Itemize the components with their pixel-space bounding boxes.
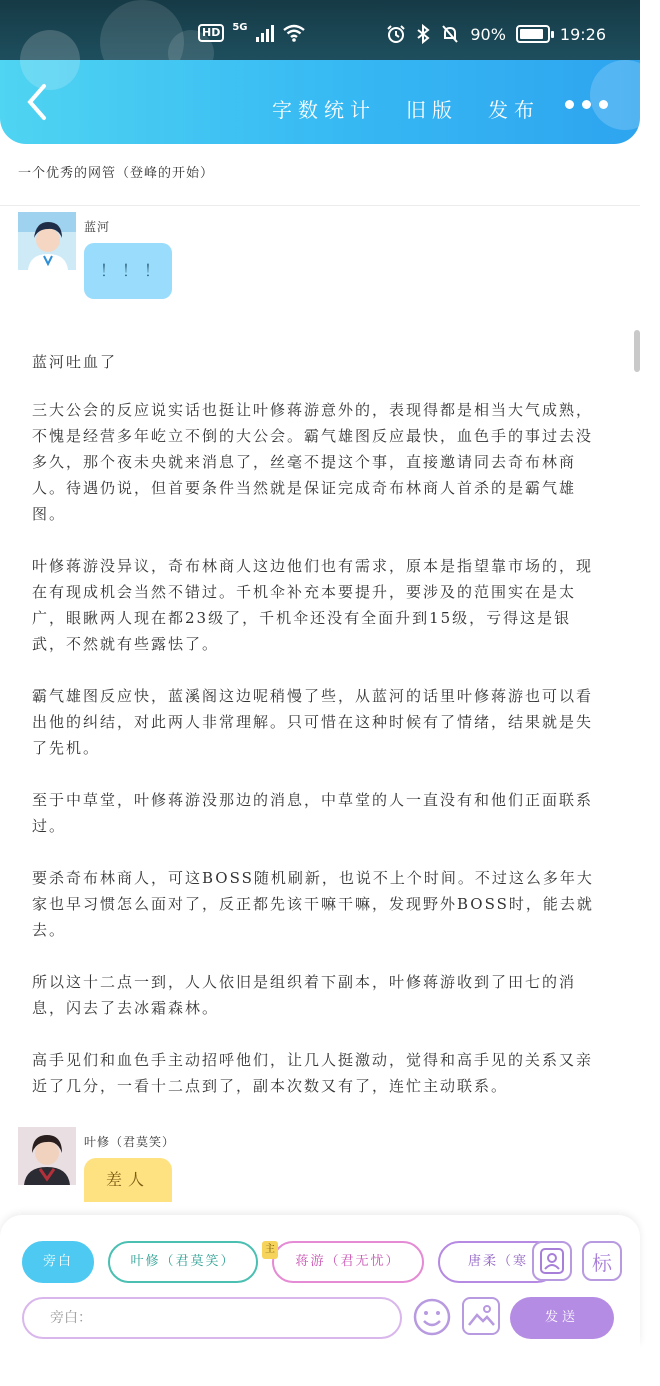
speaker-name: 蓝河 [84, 220, 111, 234]
avatar-lanhe[interactable] [18, 212, 76, 270]
emoji-icon[interactable] [412, 1297, 452, 1337]
message-bubble[interactable]: 差人 [84, 1158, 172, 1202]
nav-actions [272, 94, 540, 123]
avatar-yexiu[interactable] [18, 1127, 76, 1185]
paragraph: 三大公会的反应说实话也挺让叶修蒋游意外的，表现得都是相当大气成熟，不愧是经营多年屹立不倒的大公会。霸气雄图反应最快，血色手的事过去没多久，那个夜未央就来消息了，丝毫不提这个事，直接邀请同去奇布林商人。待遇仍说，但首要条件当然就是保证完成奇布林商人首杀的是霸气雄图。 [32, 401, 594, 523]
scrollbar-thumb[interactable] [634, 330, 640, 372]
message-input[interactable]: 旁白： [22, 1297, 402, 1339]
alarm-icon [386, 24, 406, 44]
word-count-button[interactable]: 字数统计 [272, 98, 376, 122]
bottom-safe-area [0, 1345, 640, 1386]
role-chip-yexiu[interactable]: 叶修（君莫笑） [108, 1241, 258, 1283]
paragraph: 霸气雄图反应快，蓝溪阁这边呢稍慢了些，从蓝河的话里叶修蒋游也可以看出他的纠结，对此两人非常理解。只可惜在这种时候有了情绪，结果就是失了先机。 [32, 687, 594, 757]
paragraph: 高手见们和血色手主动招呼他们，让几人挺激动，觉得和高手见的关系又亲近了几分，一看十二点到了，副本次数又有了，连忙主动联系。 [32, 1051, 594, 1095]
speaker-name: 叶修（君莫笑） [84, 1135, 176, 1149]
chevron-left-icon[interactable] [22, 82, 52, 122]
network-type: 5G [232, 21, 248, 33]
role-chip-partial[interactable]: 唐柔（寒 [438, 1241, 558, 1283]
publish-button[interactable]: 发布 [488, 98, 540, 122]
role-chip-jiangyou[interactable]: 蒋游（君无忧） [272, 1241, 424, 1283]
label-button[interactable]: 标 [582, 1241, 622, 1281]
paragraph: 所以这十二点一到，人人依旧是组织着下副本，叶修蒋游收到了田七的消息，闪去了去冰霜森林。 [32, 973, 577, 1017]
old-version-button[interactable]: 旧版 [406, 98, 458, 122]
wifi-icon [282, 24, 306, 42]
decor-bubble [20, 30, 80, 90]
avatar-button-icon[interactable] [532, 1241, 572, 1281]
status-bar [0, 0, 640, 62]
signal-icon [256, 24, 274, 42]
chat-body [84, 212, 172, 299]
top-nav [0, 60, 640, 144]
image-icon[interactable] [462, 1297, 500, 1335]
battery-percent: 90% [470, 24, 506, 44]
paragraph: 要杀奇布林商人，可这BOSS随机刷新，也说不上个时间。不过这么多年大家也早习惯怎么面对了，反正都先该干嘛干嘛，发现野外BOSS时，能去就去。 [32, 869, 594, 939]
status-right [386, 24, 606, 44]
paragraph: 叶修蒋游没异议，奇布林商人这边他们也有需求，原本是指望靠市场的，现在有现成机会当然不错过。千机伞补充本要提升，要涉及的范围实在是太广，眼瞅两人现在都23级了，千机伞还没有全面升到15级，亏得这是银武，不然就有些露怯了。 [32, 557, 594, 653]
message-bubble[interactable]: ！！！ [84, 243, 172, 299]
status-left [198, 21, 306, 42]
paragraph: 至于中草堂，叶修蒋游没那边的消息，中草堂的人一直没有和他们正面联系过。 [32, 791, 594, 835]
chat-message-yexiu [0, 1127, 640, 1202]
chat-body [84, 1127, 175, 1202]
send-button[interactable]: 发送 [510, 1297, 614, 1339]
paragraph: 蓝河吐血了 [32, 353, 118, 371]
mute-bell-icon [440, 24, 460, 44]
decor-bubble [590, 60, 660, 130]
battery-fill [520, 29, 543, 39]
battery-icon [516, 25, 550, 43]
chat-message-lanhe [0, 212, 640, 299]
bluetooth-icon [416, 24, 430, 44]
page-subtitle: 一个优秀的网管（登峰的开始） [18, 166, 215, 181]
hd-icon: HD [198, 24, 224, 42]
story-content[interactable] [0, 206, 640, 1216]
composer-panel [0, 1215, 640, 1345]
main-role-badge: 主 [262, 1241, 278, 1259]
more-dots-icon[interactable] [565, 100, 608, 109]
clock: 19:26 [559, 24, 606, 44]
role-chip-narration[interactable]: 旁白 [22, 1241, 94, 1283]
